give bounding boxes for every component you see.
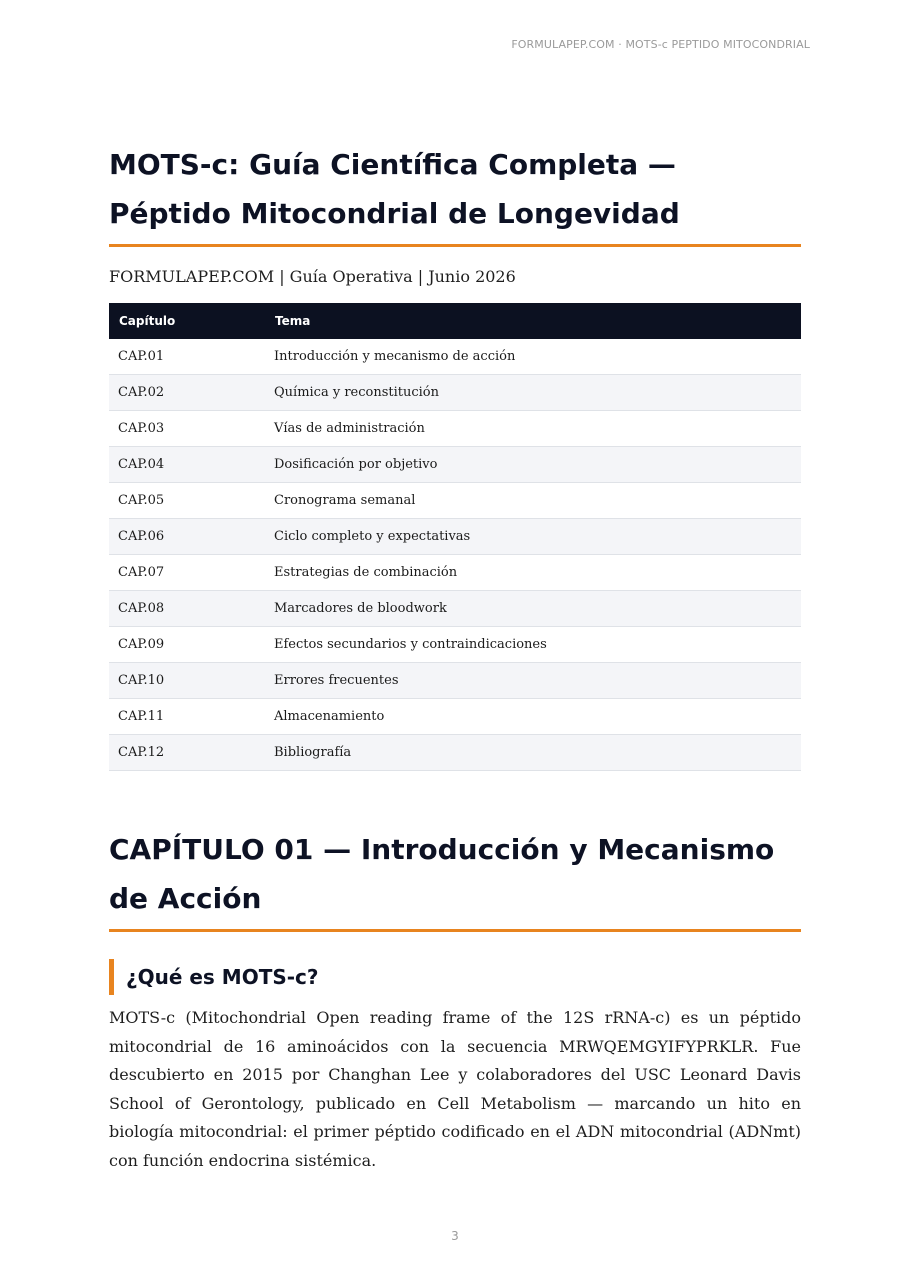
chapter-topic: Marcadores de bloodwork <box>265 591 801 627</box>
chapter-code: CAP.03 <box>109 411 265 447</box>
chapter-code: CAP.04 <box>109 447 265 483</box>
table-row <box>109 483 801 519</box>
table-row <box>109 339 801 375</box>
chapter-topic: Errores frecuentes <box>265 663 801 699</box>
chapter-code: CAP.09 <box>109 627 265 663</box>
chapter-code: CAP.08 <box>109 591 265 627</box>
chapter-code: CAP.05 <box>109 483 265 519</box>
chapter-title: CAPÍTULO 01 — Introducción y Mecanismo de Acción <box>109 833 775 915</box>
table-row <box>109 519 801 555</box>
table-row <box>109 699 801 735</box>
page-number: 3 <box>451 1229 459 1243</box>
column-header-chapter: Capítulo <box>119 314 176 328</box>
chapter-topic: Ciclo completo y expectativas <box>265 519 801 555</box>
table-row <box>109 735 801 771</box>
chapter-topic: Introducción y mecanismo de acción <box>265 339 801 375</box>
chapter-code: CAP.10 <box>109 663 265 699</box>
chapter-code: CAP.07 <box>109 555 265 591</box>
table-row <box>109 411 801 447</box>
table-row <box>109 555 801 591</box>
chapter-code: CAP.11 <box>109 699 265 735</box>
title-rule <box>109 244 801 247</box>
chapter-code: CAP.06 <box>109 519 265 555</box>
body-paragraph: MOTS-c (Mitochondrial Open reading frame of the 12S rRNA-c) es un péptido mitocondrial de 16 aminoácidos con la secuencia MRWQEMGYIFYPRKLR. Fue descubierto en 2015 por Changhan Lee y colaboradores del USC Leonard Davis School of Gerontology, publicado en Cell Metabolism — marcando un hito en biología mitocondrial: el primer péptido codificado en el ADN mitocondrial (ADNmt) con función endocrina sistémica. <box>109 1008 801 1170</box>
chapter-code: CAP.01 <box>109 339 265 375</box>
chapter-topic: Bibliografía <box>265 735 801 771</box>
chapters-table <box>109 303 801 771</box>
table-row <box>109 627 801 663</box>
section-heading: ¿Qué es MOTS-c? <box>109 959 801 995</box>
table-row <box>109 447 801 483</box>
chapter-code: CAP.12 <box>109 735 265 771</box>
document-meta: FORMULAPEP.COM | Guía Operativa | Junio 2026 <box>109 267 516 286</box>
table-row <box>109 591 801 627</box>
table-header-row <box>109 303 801 339</box>
chapter-topic: Estrategias de combinación <box>265 555 801 591</box>
table-row <box>109 663 801 699</box>
chapter-topic: Cronograma semanal <box>265 483 801 519</box>
running-header: FORMULAPEP.COM · MOTS-c PEPTIDO MITOCONDRIAL <box>511 38 810 51</box>
chapter-topic: Dosificación por objetivo <box>265 447 801 483</box>
chapter-topic: Efectos secundarios y contraindicaciones <box>265 627 801 663</box>
chapter-topic: Química y reconstitución <box>265 375 801 411</box>
document-title: MOTS-c: Guía Científica Completa — Péptido Mitocondrial de Longevidad <box>109 148 680 230</box>
chapter-topic: Vías de administración <box>265 411 801 447</box>
chapter-code: CAP.02 <box>109 375 265 411</box>
table-row <box>109 375 801 411</box>
chapter-topic: Almacenamiento <box>265 699 801 735</box>
chapter-rule <box>109 929 801 932</box>
page-content <box>109 140 801 1176</box>
column-header-topic: Tema <box>275 314 311 328</box>
